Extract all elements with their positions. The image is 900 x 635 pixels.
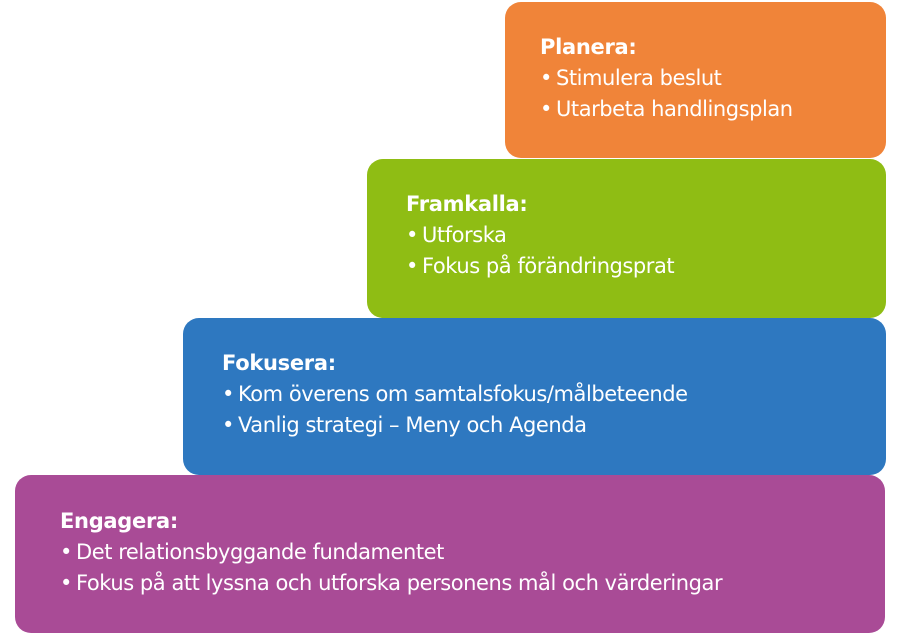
step-fokusera: [183, 318, 886, 475]
list-item-text: Utforska: [422, 223, 507, 247]
step-engagera: [15, 475, 885, 633]
bullet-icon: •: [540, 66, 552, 90]
step-content: [60, 506, 722, 599]
bullet-icon: •: [222, 382, 234, 406]
step-list: [406, 220, 674, 282]
bullet-icon: •: [222, 413, 234, 437]
step-list: [60, 537, 722, 599]
list-item-text: Fokus på att lyssna och utforska personens mål och värderingar: [76, 571, 723, 595]
list-item-text: Vanlig strategi – Meny och Agenda: [238, 413, 587, 437]
step-title: Planera:: [540, 35, 637, 59]
list-item-text: Kom överens om samtalsfokus/målbeteende: [238, 382, 688, 406]
step-framkalla: [367, 159, 886, 318]
step-planera: [505, 2, 886, 158]
step-title: Engagera:: [60, 509, 178, 533]
list-item: [222, 410, 688, 441]
bullet-icon: •: [60, 540, 72, 564]
list-item: [406, 220, 674, 251]
list-item-text: Fokus på förändringsprat: [422, 254, 675, 278]
step-content: [540, 32, 793, 125]
bullet-icon: •: [406, 254, 418, 278]
list-item: [540, 63, 793, 94]
list-item: [60, 568, 722, 599]
list-item-text: Utarbeta handlingsplan: [556, 97, 793, 121]
list-item-text: Det relationsbyggande fundamentet: [76, 540, 444, 564]
list-item-text: Stimulera beslut: [556, 66, 722, 90]
bullet-icon: •: [406, 223, 418, 247]
step-list: [222, 379, 688, 441]
list-item: [540, 94, 793, 125]
list-item: [60, 537, 722, 568]
bullet-icon: •: [540, 97, 552, 121]
list-item: [222, 379, 688, 410]
bullet-icon: •: [60, 571, 72, 595]
step-content: [406, 189, 674, 282]
step-list: [540, 63, 793, 125]
step-title: Framkalla:: [406, 192, 528, 216]
step-title: Fokusera:: [222, 351, 336, 375]
step-content: [222, 348, 688, 441]
list-item: [406, 251, 674, 282]
